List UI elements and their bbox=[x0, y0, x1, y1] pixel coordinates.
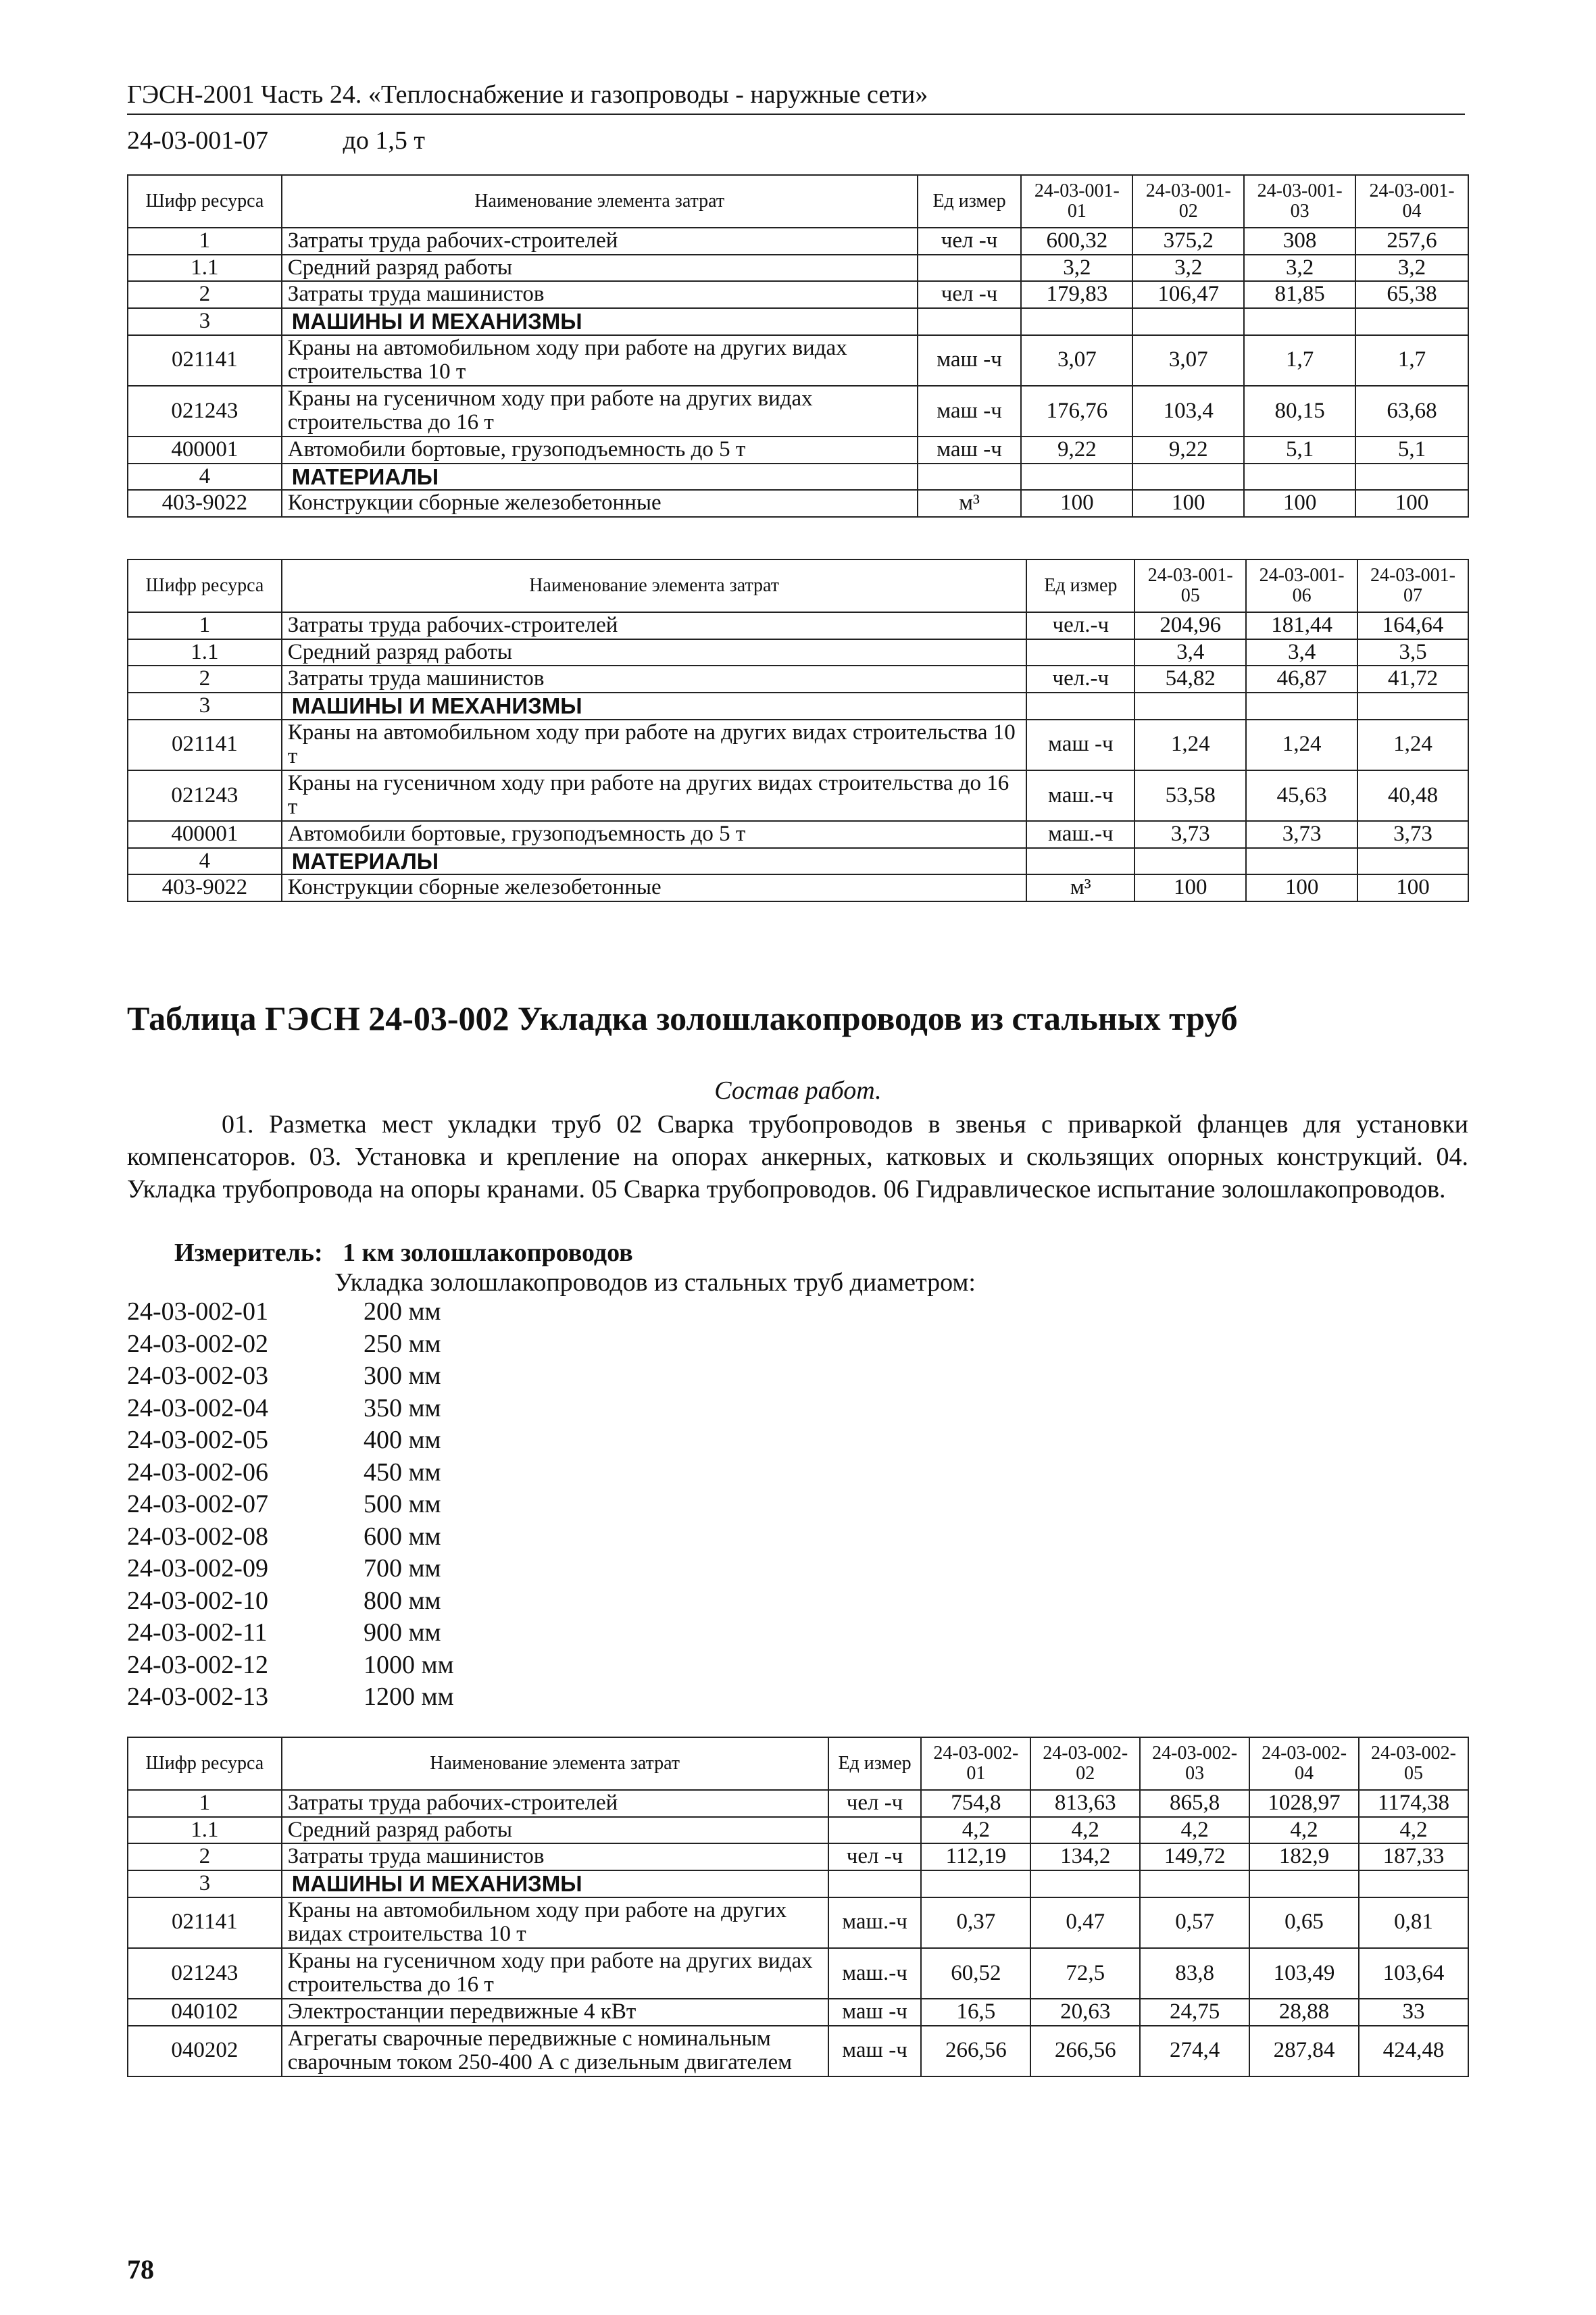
value-cell: 3,07 bbox=[1132, 335, 1244, 386]
value-cell: 181,44 bbox=[1246, 612, 1357, 639]
section-row bbox=[128, 308, 1468, 335]
resource-code: 2 bbox=[128, 281, 282, 308]
cost-element-name: Затраты труда рабочих-строителей bbox=[282, 1790, 828, 1817]
resource-code: 3 bbox=[128, 693, 282, 720]
resource-code: 021243 bbox=[128, 386, 282, 437]
value-cell: 46,87 bbox=[1246, 666, 1357, 693]
item-code: 24-03-002-10 bbox=[127, 1586, 268, 1615]
value-cell: 100 bbox=[1244, 490, 1355, 517]
value-cell: 100 bbox=[1355, 490, 1468, 517]
value-cell: 54,82 bbox=[1134, 666, 1246, 693]
value-cell: 266,56 bbox=[921, 2026, 1030, 2076]
value-cell bbox=[1021, 308, 1132, 335]
list-item bbox=[127, 1585, 454, 1618]
table-row bbox=[128, 437, 1468, 464]
item-code: 24-03-002-02 bbox=[127, 1329, 268, 1358]
value-cell bbox=[1355, 308, 1468, 335]
item-code: 24-03-002-03 bbox=[127, 1362, 268, 1390]
items-subtitle: Укладка золошлакопроводов из стальных труб диаметром: bbox=[334, 1268, 976, 1297]
value-cell bbox=[1132, 308, 1244, 335]
value-cell bbox=[1134, 848, 1246, 875]
value-cell bbox=[1132, 464, 1244, 491]
value-cell: 187,33 bbox=[1359, 1843, 1468, 1870]
list-item bbox=[127, 1360, 454, 1393]
column-header: 24-03-002-04 bbox=[1249, 1737, 1359, 1790]
column-header: 24-03-001-07 bbox=[1357, 559, 1468, 612]
unit-cell: маш -ч bbox=[918, 335, 1022, 386]
value-cell bbox=[1134, 693, 1246, 720]
unit-cell: чел -ч bbox=[828, 1790, 922, 1817]
value-cell: 287,84 bbox=[1249, 2026, 1359, 2076]
column-header: Наименование элемента затрат bbox=[282, 175, 918, 228]
value-cell: 0,81 bbox=[1359, 1897, 1468, 1948]
item-desc: 700 мм bbox=[364, 1554, 441, 1583]
table-row bbox=[128, 874, 1468, 901]
item-desc: 1200 мм bbox=[364, 1683, 454, 1711]
cost-element-name: Конструкции сборные железобетонные bbox=[282, 490, 918, 517]
value-cell: 0,37 bbox=[921, 1897, 1030, 1948]
unit-cell bbox=[828, 1870, 922, 1897]
item-desc: до 1,5 т bbox=[343, 126, 425, 155]
value-cell: 80,15 bbox=[1244, 386, 1355, 437]
column-header: Ед измер bbox=[918, 175, 1022, 228]
cost-element-name: Краны на гусеничном ходу при работе на других видах строительства до 16 т bbox=[282, 1948, 828, 1999]
value-cell: 45,63 bbox=[1246, 770, 1357, 821]
unit-cell bbox=[828, 1817, 922, 1844]
value-cell: 60,52 bbox=[921, 1948, 1030, 1999]
unit-cell: чел -ч bbox=[918, 281, 1022, 308]
list-item bbox=[127, 1649, 454, 1682]
table-row bbox=[128, 335, 1468, 386]
value-cell: 83,8 bbox=[1140, 1948, 1249, 1999]
cost-element-name: Средний разряд работы bbox=[282, 639, 1027, 666]
list-item bbox=[127, 1553, 454, 1585]
cost-element-name: Краны на гусеничном ходу при работе на других видах строительства до 16 т bbox=[282, 386, 918, 437]
resource-code: 040202 bbox=[128, 2026, 282, 2076]
table-row bbox=[128, 1790, 1468, 1817]
cost-element-name: Средний разряд работы bbox=[282, 1817, 828, 1844]
unit-cell: маш -ч bbox=[828, 1999, 922, 2026]
value-cell bbox=[1030, 1870, 1140, 1897]
list-item bbox=[127, 1681, 454, 1714]
resource-code: 400001 bbox=[128, 821, 282, 848]
item-code: 24-03-002-11 bbox=[127, 1618, 268, 1647]
section-row bbox=[128, 848, 1468, 875]
value-cell: 5,1 bbox=[1244, 437, 1355, 464]
unit-cell: чел.-ч bbox=[1026, 612, 1134, 639]
value-cell: 266,56 bbox=[1030, 2026, 1140, 2076]
resource-table-3 bbox=[127, 1737, 1469, 2077]
item-code: 24-03-002-05 bbox=[127, 1426, 268, 1454]
value-cell bbox=[1357, 848, 1468, 875]
resource-code: 1.1 bbox=[128, 255, 282, 282]
column-header: 24-03-002-03 bbox=[1140, 1737, 1249, 1790]
item-desc: 500 мм bbox=[364, 1490, 441, 1518]
item-desc: 400 мм bbox=[364, 1426, 441, 1454]
resource-code: 040102 bbox=[128, 1999, 282, 2026]
cost-element-name: Агрегаты сварочные передвижные с номинальным сварочным током 250-400 А с дизельным двигателем bbox=[282, 2026, 828, 2076]
cost-element-name: Краны на автомобильном ходу при работе на других видах строительства 10 т bbox=[282, 1897, 828, 1948]
column-header: 24-03-001-05 bbox=[1134, 559, 1246, 612]
unit-cell bbox=[918, 255, 1022, 282]
table-row bbox=[128, 490, 1468, 517]
table-title: Таблица ГЭСН 24-03-002 Укладка золошлакопроводов из стальных труб bbox=[127, 999, 1238, 1037]
value-cell: 600,32 bbox=[1021, 228, 1132, 255]
value-cell: 865,8 bbox=[1140, 1790, 1249, 1817]
value-cell: 4,2 bbox=[1359, 1817, 1468, 1844]
resource-code: 1.1 bbox=[128, 1817, 282, 1844]
value-cell: 65,38 bbox=[1355, 281, 1468, 308]
value-cell: 274,4 bbox=[1140, 2026, 1249, 2076]
items-list bbox=[127, 1296, 454, 1714]
column-header: 24-03-001-03 bbox=[1244, 175, 1355, 228]
resource-code: 3 bbox=[128, 1870, 282, 1897]
table-row bbox=[128, 612, 1468, 639]
table-row bbox=[128, 639, 1468, 666]
value-cell: 375,2 bbox=[1132, 228, 1244, 255]
unit-cell: чел -ч bbox=[828, 1843, 922, 1870]
unit-cell bbox=[918, 308, 1022, 335]
resource-table-1 bbox=[127, 174, 1469, 518]
value-cell: 3,4 bbox=[1246, 639, 1357, 666]
column-header: 24-03-002-01 bbox=[921, 1737, 1030, 1790]
cost-element-name: МАШИНЫ И МЕХАНИЗМЫ bbox=[282, 308, 918, 335]
value-cell bbox=[1246, 848, 1357, 875]
resource-code: 021243 bbox=[128, 1948, 282, 1999]
resource-code: 2 bbox=[128, 666, 282, 693]
unit-cell: маш -ч bbox=[1026, 720, 1134, 770]
cost-element-name: Конструкции сборные железобетонные bbox=[282, 874, 1027, 901]
list-item bbox=[127, 1328, 454, 1361]
value-cell: 100 bbox=[1357, 874, 1468, 901]
value-cell: 112,19 bbox=[921, 1843, 1030, 1870]
table-row bbox=[128, 1999, 1468, 2026]
item-code: 24-03-002-09 bbox=[127, 1554, 268, 1583]
value-cell: 1,7 bbox=[1244, 335, 1355, 386]
value-cell: 40,48 bbox=[1357, 770, 1468, 821]
value-cell: 3,73 bbox=[1134, 821, 1246, 848]
column-header: Шифр ресурса bbox=[128, 559, 282, 612]
resource-code: 4 bbox=[128, 848, 282, 875]
resource-table-2 bbox=[127, 559, 1469, 902]
table-row bbox=[128, 1948, 1468, 1999]
unit-cell: м³ bbox=[1026, 874, 1134, 901]
measure-value: 1 км золошлакопроводов bbox=[343, 1239, 633, 1267]
item-desc: 1000 мм bbox=[364, 1650, 454, 1679]
unit-cell: маш -ч bbox=[918, 386, 1022, 437]
cost-element-name: Затраты труда рабочих-строителей bbox=[282, 612, 1027, 639]
table-row bbox=[128, 228, 1468, 255]
cost-element-name: Затраты труда машинистов bbox=[282, 666, 1027, 693]
section-row bbox=[128, 1870, 1468, 1897]
value-cell: 204,96 bbox=[1134, 612, 1246, 639]
cost-element-name: Средний разряд работы bbox=[282, 255, 918, 282]
resource-code: 021141 bbox=[128, 720, 282, 770]
value-cell: 308 bbox=[1244, 228, 1355, 255]
unit-cell: маш -ч bbox=[828, 2026, 922, 2076]
item-desc: 600 мм bbox=[364, 1522, 441, 1551]
column-header: 24-03-001-02 bbox=[1132, 175, 1244, 228]
value-cell: 424,48 bbox=[1359, 2026, 1468, 2076]
value-cell: 3,2 bbox=[1244, 255, 1355, 282]
value-cell: 4,2 bbox=[1249, 1817, 1359, 1844]
value-cell: 3,4 bbox=[1134, 639, 1246, 666]
cost-element-name: МАТЕРИАЛЫ bbox=[282, 464, 918, 491]
table-row bbox=[128, 1897, 1468, 1948]
value-cell: 103,4 bbox=[1132, 386, 1244, 437]
value-cell: 1028,97 bbox=[1249, 1790, 1359, 1817]
value-cell: 149,72 bbox=[1140, 1843, 1249, 1870]
value-cell: 72,5 bbox=[1030, 1948, 1140, 1999]
value-cell: 100 bbox=[1021, 490, 1132, 517]
cost-element-name: Электростанции передвижные 4 кВт bbox=[282, 1999, 828, 2026]
table-row bbox=[128, 720, 1468, 770]
column-header: Шифр ресурса bbox=[128, 1737, 282, 1790]
value-cell: 179,83 bbox=[1021, 281, 1132, 308]
resource-code: 1 bbox=[128, 228, 282, 255]
unit-cell bbox=[918, 464, 1022, 491]
item-code: 24-03-002-01 bbox=[127, 1297, 268, 1326]
column-header: 24-03-001-04 bbox=[1355, 175, 1468, 228]
running-header: ГЭСН-2001 Часть 24. «Теплоснабжение и газопроводы - наружные сети» bbox=[127, 80, 1465, 115]
list-item bbox=[127, 1457, 454, 1489]
value-cell: 20,63 bbox=[1030, 1999, 1140, 2026]
resource-code: 403-9022 bbox=[128, 874, 282, 901]
table-row bbox=[128, 1817, 1468, 1844]
cost-element-name: Затраты труда машинистов bbox=[282, 281, 918, 308]
item-code: 24-03-002-13 bbox=[127, 1683, 268, 1711]
item-desc: 450 мм bbox=[364, 1458, 441, 1487]
value-cell bbox=[1244, 464, 1355, 491]
composition-title: Состав работ. bbox=[714, 1076, 882, 1105]
value-cell: 100 bbox=[1246, 874, 1357, 901]
value-cell bbox=[1246, 693, 1357, 720]
cost-element-name: МАШИНЫ И МЕХАНИЗМЫ bbox=[282, 1870, 828, 1897]
value-cell bbox=[1355, 464, 1468, 491]
column-header: Наименование элемента затрат bbox=[282, 1737, 828, 1790]
table-row bbox=[128, 386, 1468, 437]
value-cell bbox=[1249, 1870, 1359, 1897]
item-code: 24-03-002-04 bbox=[127, 1393, 268, 1422]
unit-cell: маш.-ч bbox=[828, 1948, 922, 1999]
unit-cell bbox=[1026, 639, 1134, 666]
unit-cell: чел.-ч bbox=[1026, 666, 1134, 693]
item-desc: 300 мм bbox=[364, 1362, 441, 1390]
value-cell: 1,24 bbox=[1134, 720, 1246, 770]
cost-element-name: Краны на автомобильном ходу при работе на других видах строительства 10 т bbox=[282, 720, 1027, 770]
list-item bbox=[127, 1393, 454, 1425]
value-cell: 1174,38 bbox=[1359, 1790, 1468, 1817]
resource-code: 403-9022 bbox=[128, 490, 282, 517]
column-header: Ед измер bbox=[1026, 559, 1134, 612]
unit-cell: м³ bbox=[918, 490, 1022, 517]
resource-code: 3 bbox=[128, 308, 282, 335]
composition-text: 01. Разметка мест укладки труб 02 Сварка трубопроводов в звенья с приваркой фланцев для установки компенсаторов. 03. Установка и крепление на опорах анкерных, катковых и скользящих опорных конструкций. 04. Укладка трубопровода на опоры кранами. 05 Сварка трубопроводов. 06 Гидравлическое испытание золошлакопроводов. bbox=[127, 1110, 1468, 1203]
value-cell: 9,22 bbox=[1021, 437, 1132, 464]
item-code: 24-03-002-08 bbox=[127, 1522, 268, 1551]
value-cell: 4,2 bbox=[1140, 1817, 1249, 1844]
cost-element-name: Затраты труда машинистов bbox=[282, 1843, 828, 1870]
value-cell: 176,76 bbox=[1021, 386, 1132, 437]
value-cell: 5,1 bbox=[1355, 437, 1468, 464]
resource-code: 021141 bbox=[128, 1897, 282, 1948]
resource-code: 1 bbox=[128, 1790, 282, 1817]
cost-element-name: Краны на гусеничном ходу при работе на других видах строительства до 16 т bbox=[282, 770, 1027, 821]
value-cell: 106,47 bbox=[1132, 281, 1244, 308]
measure-label: Измеритель: bbox=[174, 1239, 323, 1267]
value-cell: 754,8 bbox=[921, 1790, 1030, 1817]
item-desc: 800 мм bbox=[364, 1586, 441, 1615]
table-row bbox=[128, 770, 1468, 821]
value-cell: 81,85 bbox=[1244, 281, 1355, 308]
value-cell bbox=[1357, 693, 1468, 720]
resource-code: 1.1 bbox=[128, 639, 282, 666]
resource-code: 021243 bbox=[128, 770, 282, 821]
value-cell: 0,65 bbox=[1249, 1897, 1359, 1948]
value-cell: 1,7 bbox=[1355, 335, 1468, 386]
resource-code: 2 bbox=[128, 1843, 282, 1870]
measure-line bbox=[174, 1238, 633, 1268]
item-code: 24-03-002-07 bbox=[127, 1490, 268, 1518]
value-cell: 134,2 bbox=[1030, 1843, 1140, 1870]
value-cell: 41,72 bbox=[1357, 666, 1468, 693]
cost-element-name: Краны на автомобильном ходу при работе на других видах строительства 10 т bbox=[282, 335, 918, 386]
value-cell: 103,49 bbox=[1249, 1948, 1359, 1999]
cost-element-name: МАТЕРИАЛЫ bbox=[282, 848, 1027, 875]
item-desc: 250 мм bbox=[364, 1329, 441, 1358]
item-desc: 350 мм bbox=[364, 1393, 441, 1422]
value-cell: 100 bbox=[1132, 490, 1244, 517]
cost-element-name: МАШИНЫ И МЕХАНИЗМЫ bbox=[282, 693, 1027, 720]
value-cell: 0,47 bbox=[1030, 1897, 1140, 1948]
unit-cell bbox=[1026, 693, 1134, 720]
value-cell bbox=[921, 1870, 1030, 1897]
item-desc: 900 мм bbox=[364, 1618, 441, 1647]
value-cell: 3,73 bbox=[1357, 821, 1468, 848]
value-cell: 3,07 bbox=[1021, 335, 1132, 386]
list-item bbox=[127, 1424, 454, 1457]
value-cell: 3,73 bbox=[1246, 821, 1357, 848]
resource-code: 400001 bbox=[128, 437, 282, 464]
value-cell: 3,2 bbox=[1355, 255, 1468, 282]
page-number: 78 bbox=[127, 2254, 154, 2285]
column-header: Наименование элемента затрат bbox=[282, 559, 1027, 612]
value-cell: 100 bbox=[1134, 874, 1246, 901]
resource-code: 021141 bbox=[128, 335, 282, 386]
table-row bbox=[128, 2026, 1468, 2076]
resource-code: 1 bbox=[128, 612, 282, 639]
value-cell: 24,75 bbox=[1140, 1999, 1249, 2026]
value-cell: 257,6 bbox=[1355, 228, 1468, 255]
cost-element-name: Автомобили бортовые, грузоподъемность до 5 т bbox=[282, 437, 918, 464]
table-row bbox=[128, 281, 1468, 308]
value-cell: 9,22 bbox=[1132, 437, 1244, 464]
column-header: 24-03-001-06 bbox=[1246, 559, 1357, 612]
list-item bbox=[127, 1489, 454, 1521]
list-item bbox=[127, 1521, 454, 1553]
value-cell bbox=[1244, 308, 1355, 335]
value-cell: 813,63 bbox=[1030, 1790, 1140, 1817]
table-row bbox=[128, 821, 1468, 848]
value-cell: 3,2 bbox=[1132, 255, 1244, 282]
column-header: 24-03-001-01 bbox=[1021, 175, 1132, 228]
section-row bbox=[128, 693, 1468, 720]
value-cell bbox=[1021, 464, 1132, 491]
column-header: Шифр ресурса bbox=[128, 175, 282, 228]
unit-cell: маш.-ч bbox=[1026, 821, 1134, 848]
value-cell: 63,68 bbox=[1355, 386, 1468, 437]
list-item bbox=[127, 1617, 454, 1649]
item-code: 24-03-002-12 bbox=[127, 1650, 268, 1679]
value-cell: 0,57 bbox=[1140, 1897, 1249, 1948]
value-cell: 3,2 bbox=[1021, 255, 1132, 282]
cost-element-name: Затраты труда рабочих-строителей bbox=[282, 228, 918, 255]
unit-cell: маш.-ч bbox=[1026, 770, 1134, 821]
value-cell: 103,64 bbox=[1359, 1948, 1468, 1999]
table-row bbox=[128, 666, 1468, 693]
table-row bbox=[128, 255, 1468, 282]
list-item bbox=[127, 1296, 454, 1328]
unit-cell: чел -ч bbox=[918, 228, 1022, 255]
cost-element-name: Автомобили бортовые, грузоподъемность до 5 т bbox=[282, 821, 1027, 848]
column-header: 24-03-002-05 bbox=[1359, 1737, 1468, 1790]
value-cell: 16,5 bbox=[921, 1999, 1030, 2026]
value-cell: 53,58 bbox=[1134, 770, 1246, 821]
value-cell: 3,5 bbox=[1357, 639, 1468, 666]
item-code: 24-03-002-06 bbox=[127, 1458, 268, 1487]
item-desc: 200 мм bbox=[364, 1297, 441, 1326]
table-row bbox=[128, 1843, 1468, 1870]
value-cell: 33 bbox=[1359, 1999, 1468, 2026]
column-header: Ед измер bbox=[828, 1737, 922, 1790]
unit-cell bbox=[1026, 848, 1134, 875]
section-row bbox=[128, 464, 1468, 491]
item-line bbox=[127, 126, 425, 155]
value-cell: 1,24 bbox=[1246, 720, 1357, 770]
resource-code: 4 bbox=[128, 464, 282, 491]
value-cell: 182,9 bbox=[1249, 1843, 1359, 1870]
value-cell bbox=[1140, 1870, 1249, 1897]
value-cell: 4,2 bbox=[921, 1817, 1030, 1844]
value-cell: 1,24 bbox=[1357, 720, 1468, 770]
value-cell: 4,2 bbox=[1030, 1817, 1140, 1844]
value-cell: 164,64 bbox=[1357, 612, 1468, 639]
value-cell bbox=[1359, 1870, 1468, 1897]
item-code: 24-03-001-07 bbox=[127, 126, 268, 155]
unit-cell: маш.-ч bbox=[828, 1897, 922, 1948]
column-header: 24-03-002-02 bbox=[1030, 1737, 1140, 1790]
value-cell: 28,88 bbox=[1249, 1999, 1359, 2026]
unit-cell: маш -ч bbox=[918, 437, 1022, 464]
